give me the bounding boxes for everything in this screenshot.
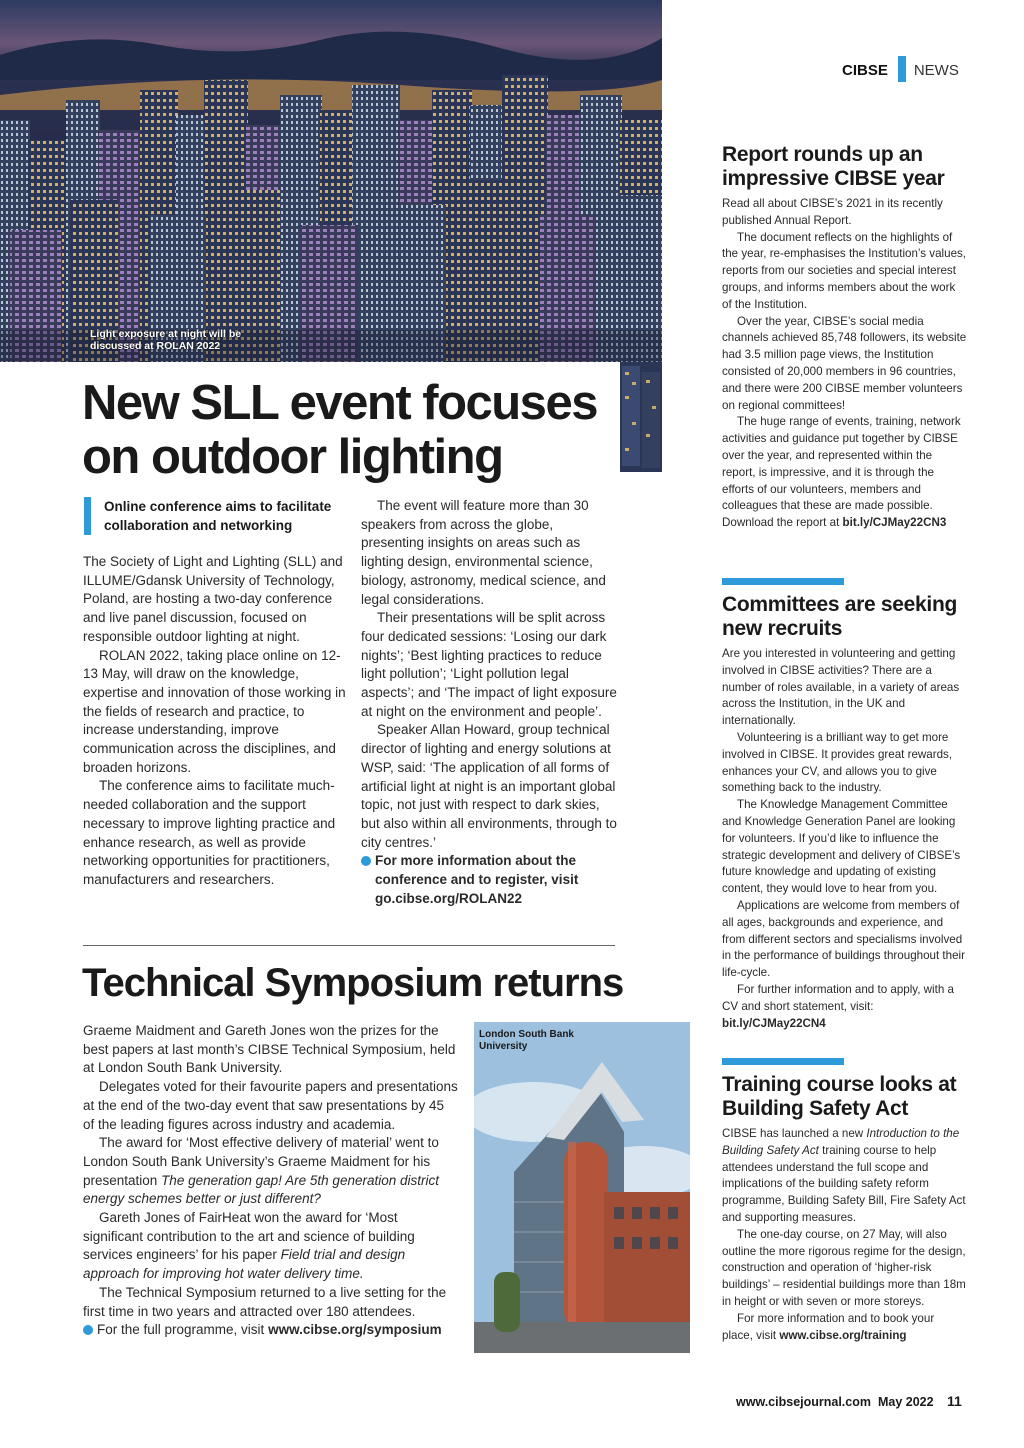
training-story: [722, 1073, 967, 1344]
symposium-body: [83, 1022, 458, 1340]
section-label: NEWS: [913, 62, 959, 79]
paragraph-text: training course to help attendees understand the full scope and implications of the building safety reform programme, Building Safety Bill, Fire Safety Act and supporting measures.: [722, 1143, 966, 1224]
main-headline: New SLL event focuses on outdoor lighting: [82, 376, 597, 484]
paragraph: [722, 982, 967, 1032]
hero-city-photo: [0, 0, 662, 362]
committees-story: [722, 593, 967, 1032]
page-footer: [736, 1393, 962, 1409]
story-divider: [722, 578, 844, 585]
story-divider: [722, 1058, 844, 1065]
city-skyline-illustration: [0, 0, 662, 362]
training-body: [722, 1126, 967, 1344]
photo-caption: London South Bank University: [479, 1029, 574, 1052]
report-headline: Report rounds up an impressive CIBSE year: [722, 143, 945, 190]
paragraph: The event will feature more than 30 speakers from across the globe, presenting insights on areas such as lighting design, environmental science, biology, astronomy, medical science, and legal considerations.: [361, 498, 606, 607]
masthead-divider: [898, 56, 906, 82]
article-column-2: [361, 497, 617, 908]
page-number: 11: [947, 1393, 962, 1409]
paragraph: [83, 1134, 458, 1209]
paragraph-text: The award for ‘Most effective delivery of material’ went to London South Bank University’s Graeme Maidment for his presentation: [83, 1135, 439, 1188]
paragraph: Graeme Maidment and Gareth Jones won the prizes for the best papers at last month’s CIBSE Technical Symposium, held at London South Bank University.: [83, 1023, 456, 1076]
paragraph: Speaker Allan Howard, group technical director of lighting and energy solutions at WSP, said: ‘The application of all forms of artificial light at night is an important global topic, not just with respect to dark skies, but also within all environments, through to city centres.’: [361, 722, 617, 850]
symposium-headline: Technical Symposium returns: [82, 961, 624, 1005]
paragraph: Applications are welcome from members of all ages, backgrounds and experience, and from different sectors and specialisms involved in the performance of buildings throughout their life-cycle.: [722, 898, 965, 980]
hero-photo-extension: [620, 362, 662, 472]
programme-info: [83, 1321, 458, 1340]
symposium-link[interactable]: www.cibse.org/symposium: [268, 1322, 442, 1338]
course-title: Introduction to the Building Safety Act: [722, 1127, 960, 1157]
paragraph: Over the year, CIBSE’s social media channels achieved 85,748 followers, its website had 3.5 million page views, the Institution consisted of 20,000 members in 96 countries, and there were 200 CIBSE member volunteers on regional committees!: [722, 314, 967, 412]
paragraph: [722, 1311, 967, 1345]
paragraph-text: CIBSE has launched a new: [722, 1127, 867, 1140]
masthead: [842, 56, 959, 82]
brand-label: CIBSE: [842, 62, 888, 79]
footer-website[interactable]: www.cibsejournal.com: [736, 1395, 871, 1409]
committees-body: [722, 646, 967, 1032]
footer-issue: May 2022: [877, 1395, 934, 1409]
training-link[interactable]: www.cibse.org/training: [779, 1328, 907, 1342]
paragraph: The conference aims to facilitate much-needed collaboration and the support necessary to improve lighting practice and enhance research, as well as provide networking opportunities for practitioners, manufacturers and researchers.: [83, 778, 336, 887]
paragraph: ROLAN 2022, taking place online on 12-13 May, will draw on the knowledge, expertise and innovation of those working in the fields of research and practice, to increase understanding, improve communication across the disciplines, and broaden horizons.: [83, 647, 346, 775]
paragraph: Their presentations will be split across four dedicated sessions: ‘Losing our dark nights’; ‘Best lighting practices to reduce light pollution’; ‘Light pollution legal aspects’; and ‘The impact of light exposure at night on the environment and people’.: [361, 610, 617, 719]
paragraph: Delegates voted for their favourite papers and presentations at the end of the two-day event that saw presentations by 45 of the leading figures across industry and academia.: [83, 1079, 458, 1132]
paragraph: The document reflects on the highlights of the year, re-emphasises the Institution’s values, reports from our societies and special interest groups, and informs members about the work of the Institution.: [722, 230, 967, 311]
paragraph: [722, 1126, 967, 1227]
paragraph: The Society of Light and Lighting (SLL) and ILLUME/Gdansk University of Technology, Poland, are hosting a two-day conference and live panel discussion, focused on responsible outdoor lighting at night.: [83, 554, 343, 644]
more-info-link[interactable]: For more information about the conference and to register, visit go.cibse.org/ROLAN22: [361, 852, 617, 908]
report-link[interactable]: bit.ly/CJMay22CN3: [842, 516, 947, 530]
info-text: For the full programme, visit: [97, 1322, 269, 1338]
committees-link[interactable]: bit.ly/CJMay22CN4: [722, 1016, 826, 1030]
report-story: [722, 143, 967, 532]
university-building-photo: [474, 1022, 690, 1353]
committees-headline: Committees are seeking new recruits: [722, 593, 958, 640]
hero-caption: Light exposure at night will be discussed at ROLAN 2022: [90, 328, 242, 352]
article-column-1: [83, 553, 348, 890]
paragraph: The Technical Symposium returned to a live setting for the first time in two years and attracted over 180 attendees.: [83, 1284, 447, 1319]
paragraph-text: For further information and to apply, with a CV and short statement, visit:: [722, 982, 954, 1013]
paragraph: Volunteering is a brilliant way to get more involved in CIBSE. It provides great rewards, enhances your CV, and allows you to give something back to the industry.: [722, 730, 953, 795]
paragraph: The Knowledge Management Committee and Knowledge Generation Panel are looking for volunteers. If you’d like to influence the strategic development and delivery of CIBSE’s future knowledge and updating of existing content, they would love to hear from you.: [722, 798, 961, 896]
paragraph: The one-day course, on 27 May, will also outline the more rigorous regime for the design, construction and operation of ‘higher-risk buildings’ – residential buildings more than 18m in height or with seven or more storeys.: [722, 1227, 966, 1308]
paragraph: Read all about CIBSE’s 2021 in its recently published Annual Report.: [722, 197, 943, 227]
training-headline: Training course looks at Building Safety Act: [722, 1073, 957, 1120]
paragraph: [722, 414, 967, 532]
paper-title: The generation gap! Are 5th generation district energy schemes better or just different?: [83, 1172, 439, 1207]
paragraph: Are you interested in volunteering and getting involved in CIBSE activities? There are a number of roles available, in a variety of areas across the Institution, in the UK and internationally.: [722, 647, 960, 728]
report-body: [722, 196, 967, 532]
paragraph: [83, 1209, 458, 1284]
paragraph-text: The huge range of events, training, network activities and guidance put together by CIBSE over the year, and represented within the report, is impressive, and it is through the efforts of our volunteers, members and colleagues that these are made possible. Download the report at: [722, 415, 961, 530]
paragraph-text: Gareth Jones of FairHeat won the award for ‘Most significant contribution to the art and science of building services engineers’ for his paper: [83, 1210, 415, 1263]
section-divider: [83, 945, 615, 946]
standfirst: Online conference aims to facilitate collaboration and networking: [84, 497, 354, 535]
paper-title: Field trial and design approach for improving hot water delivery time.: [83, 1247, 406, 1282]
paragraph-text: For more information and to book your place, visit: [722, 1311, 935, 1342]
